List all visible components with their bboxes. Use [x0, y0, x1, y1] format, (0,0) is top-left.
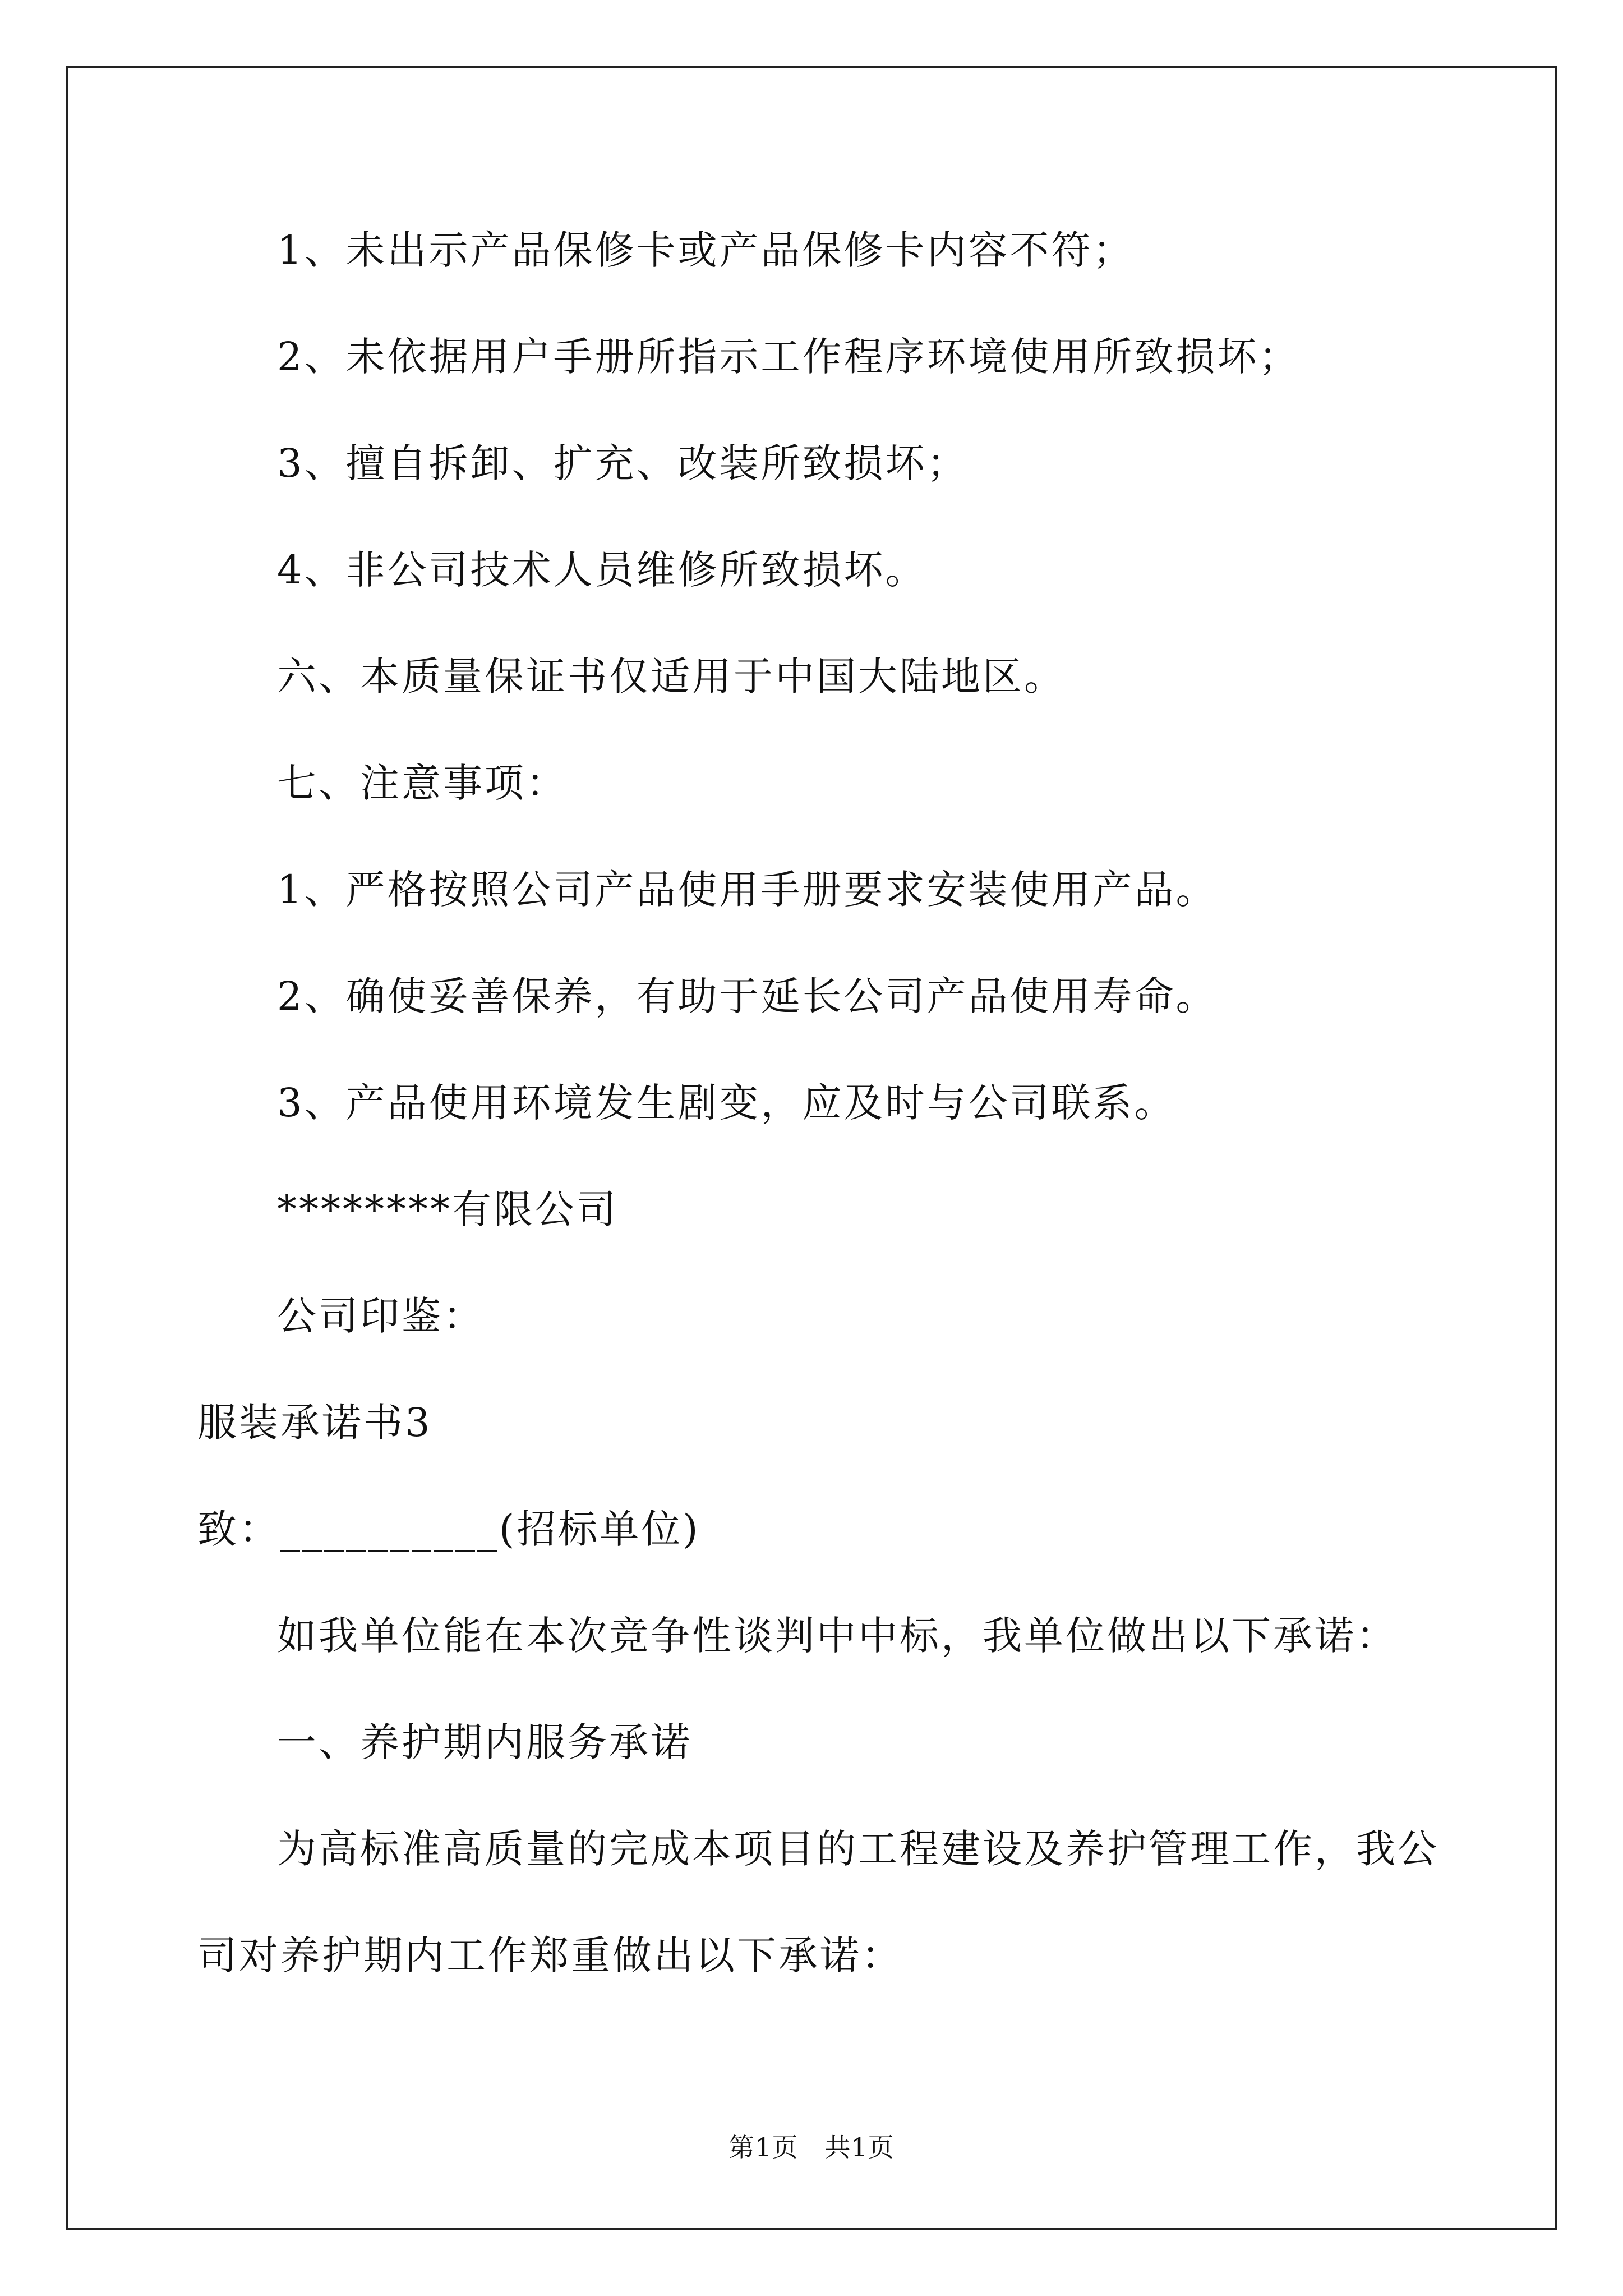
text-line: 3、擅自拆卸、扩充、改装所致损坏；: [277, 440, 969, 486]
text-line: 司对养护期内工作郑重做出以下承诺：: [197, 1932, 903, 1978]
text-line: 为高标准高质量的完成本项目的工程建设及养护管理工作，我公: [277, 1826, 1439, 1872]
text-line: 4、非公司技术人员维修所致损坏。: [277, 547, 927, 593]
text-line: 1、严格按照公司产品使用手册要求安装使用产品。: [277, 867, 1218, 913]
addressee-line: 致：__________(招标单位): [197, 1506, 700, 1552]
page-border: [66, 66, 1557, 2230]
text-line: 一、养护期内服务承诺: [277, 1719, 692, 1765]
page-number-footer: 第1页 共1页: [728, 2132, 895, 2162]
text-line: 2、确使妥善保养，有助于延长公司产品使用寿命。: [277, 973, 1218, 1019]
text-line: 如我单位能在本次竞争性谈判中中标，我单位做出以下承诺：: [277, 1613, 1398, 1659]
company-seal-label: 公司印鉴：: [277, 1293, 485, 1339]
text-line: 七、注意事项：: [277, 760, 568, 806]
text-line: 3、产品使用环境发生剧变，应及时与公司联系。: [277, 1080, 1176, 1126]
text-line: 六、本质量保证书仅适用于中国大陆地区。: [277, 654, 1066, 700]
company-name: ********有限公司: [277, 1186, 618, 1232]
section-title: 服装承诺书3: [197, 1400, 432, 1446]
text-line: 2、未依据用户手册所指示工作程序环境使用所致损坏；: [277, 334, 1301, 380]
text-line: 1、未出示产品保修卡或产品保修卡内容不符；: [277, 227, 1135, 273]
